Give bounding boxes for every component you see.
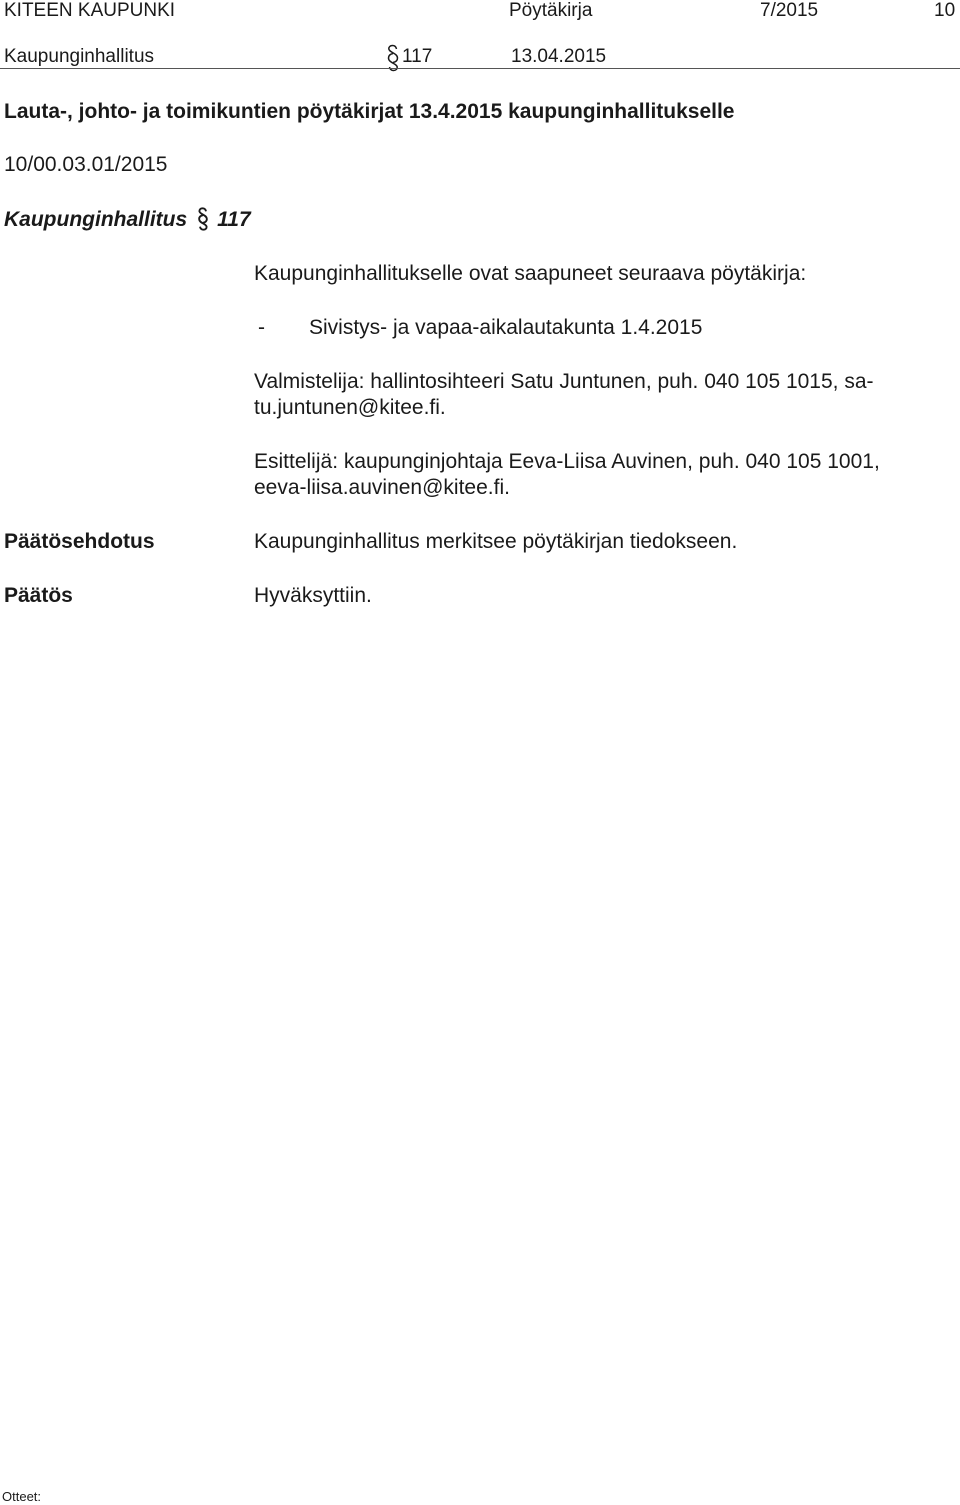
decision-text: Hyväksyttiin. [254, 584, 372, 607]
decision-label: Päätös [4, 584, 73, 607]
preparer-line-1: Valmistelija: hallintosihteeri Satu Juntunen, puh. 040 105 1015, sa- [254, 370, 874, 393]
proposal-text: Kaupunginhallitus merkitsee pöytäkirjan tiedokseen. [254, 530, 738, 553]
document-reference: 10/00.03.01/2015 [4, 153, 168, 176]
meeting-date: 13.04.2015 [511, 46, 607, 67]
header-body-name: Kaupunginhallitus [4, 46, 155, 67]
preparer-line-2: tu.juntunen@kitee.fi. [254, 396, 446, 419]
page-title: Lauta-, johto- ja toimikuntien pöytäkirjat 13.4.2015 kaupunginhallitukselle [4, 100, 735, 123]
body-heading-number: 117 [217, 208, 251, 231]
body-heading [4, 207, 251, 232]
list-item-dash: - [258, 316, 265, 339]
intro-text: Kaupunginhallitukselle ovat saapuneet seuraava pöytäkirja: [254, 262, 807, 285]
body-heading-name: Kaupunginhallitus [4, 208, 188, 231]
organization-name: KITEEN KAUPUNKI [4, 0, 176, 21]
page-number: 10 [934, 0, 956, 21]
header-divider [0, 68, 960, 69]
section-sign-icon [197, 207, 209, 231]
header-section-number: 117 [402, 46, 433, 67]
proposal-label: Päätösehdotus [4, 530, 155, 553]
document-type: Pöytäkirja [509, 0, 593, 21]
list-item: Sivistys- ja vapaa-aikalautakunta 1.4.2015 [309, 316, 703, 339]
presenter-line-2: eeva-liisa.auvinen@kitee.fi. [254, 476, 510, 499]
presenter-line-1: Esittelijä: kaupunginjohtaja Eeva-Liisa Auvinen, puh. 040 105 1001, [254, 450, 880, 473]
document-number: 7/2015 [760, 0, 819, 21]
footer-extracts-label: Otteet: [2, 1489, 42, 1504]
